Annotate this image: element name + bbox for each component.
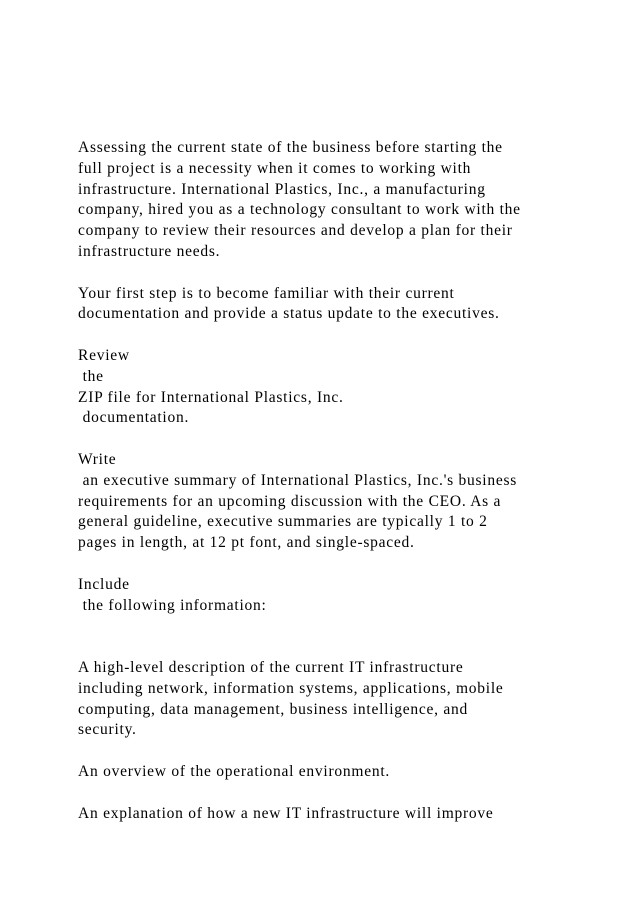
text-line: Assessing the current state of the business before starting the — [78, 139, 503, 156]
paragraph-gap — [78, 637, 618, 658]
paragraph-gap — [78, 741, 618, 762]
text-line: infrastructure. International Plastics, Inc., a manufacturing — [78, 180, 486, 198]
write-paragraph — [78, 450, 618, 554]
it-infrastructure-paragraph — [78, 658, 618, 741]
text-line: Write — [78, 450, 117, 468]
paragraph-gap — [78, 616, 618, 637]
paragraph-gap — [78, 554, 618, 575]
improvement-paragraph — [78, 804, 618, 825]
operational-paragraph — [78, 762, 618, 783]
first-step-paragraph — [78, 284, 618, 326]
text-line: full project is a necessity when it comes to working with — [78, 159, 472, 177]
intro-paragraph — [78, 138, 618, 263]
text-line: documentation. — [78, 409, 190, 427]
text-line: requirements for an upcoming discussion with the CEO. As a — [78, 492, 502, 510]
text-line: including network, information systems, applications, mobile — [78, 679, 504, 697]
text-line: security. — [78, 721, 137, 739]
text-line: general guideline, executive summaries are typically 1 to 2 — [78, 513, 488, 531]
text-line: company, hired you as a technology consultant to work with the — [78, 201, 521, 219]
text-line: Include — [78, 575, 130, 593]
review-paragraph — [78, 346, 618, 429]
paragraph-gap — [78, 783, 618, 804]
text-line: the — [78, 367, 104, 385]
paragraph-gap — [78, 325, 618, 346]
text-line: Review — [78, 346, 130, 364]
text-line: computing, data management, business intelligence, and — [78, 700, 469, 718]
document-body — [78, 138, 618, 824]
text-line: the following information: — [78, 596, 267, 614]
paragraph-gap — [78, 429, 618, 450]
text-line: A high-level description of the current IT infrastructure — [78, 658, 464, 676]
text-line: an executive summary of International Plastics, Inc.'s business — [78, 471, 518, 489]
text-line: ZIP file for International Plastics, Inc. — [78, 388, 344, 406]
paragraph-gap — [78, 263, 618, 284]
include-paragraph — [78, 575, 618, 617]
text-line: An overview of the operational environment. — [78, 762, 391, 780]
text-line: pages in length, at 12 pt font, and single-spaced. — [78, 534, 415, 552]
text-line: documentation and provide a status update to the executives. — [78, 305, 500, 323]
text-line: company to review their resources and develop a plan for their — [78, 222, 513, 240]
text-line: An explanation of how a new IT infrastructure will improve — [78, 804, 494, 822]
text-line: Your first step is to become familiar with their current — [78, 284, 455, 302]
text-line: infrastructure needs. — [78, 242, 221, 260]
